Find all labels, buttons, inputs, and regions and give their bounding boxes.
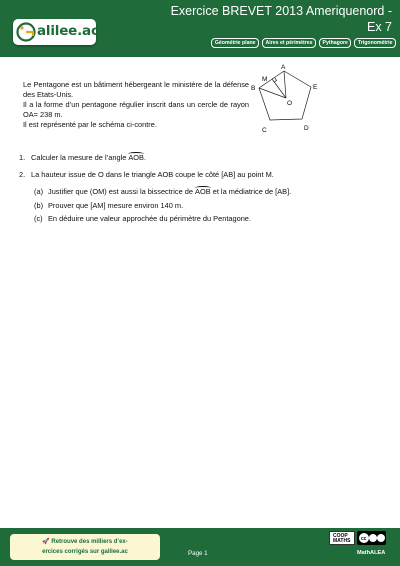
label-m: M <box>262 76 268 83</box>
question-1-number: 1. <box>19 153 26 162</box>
tag-trigonometrie[interactable]: Trigonométrie <box>354 38 396 48</box>
coopmaths-logo[interactable] <box>329 531 355 545</box>
question-2-text: La hauteur issue de O dans le triangle AOB coupe le côté [AB] au point M. <box>31 170 274 179</box>
footer-bar <box>0 528 400 566</box>
header-bar <box>0 0 400 57</box>
exercise-title: Exercice BREVET 2013 Ameriquenord - <box>170 4 392 18</box>
tag-geometrie-plane[interactable]: Géométrie plane <box>211 38 259 48</box>
question-2a-end: et la médiatrice de [AB]. <box>210 187 292 196</box>
label-c: C <box>262 127 267 134</box>
question-2a <box>48 187 291 197</box>
cc-license-badge[interactable] <box>357 531 386 545</box>
question-2c-text: En déduire une valeur approchée du périmètre du Pentagone. <box>48 214 251 223</box>
label-e: E <box>313 84 318 91</box>
tag-aires-perimetres[interactable]: Aires et périmètres <box>262 38 316 48</box>
galilee-logo[interactable] <box>13 19 99 45</box>
question-1-end: . <box>143 153 147 162</box>
logo-text: alilee.ac <box>37 23 99 39</box>
label-d: D <box>304 125 309 132</box>
promo-line-1: 🚀 Retrouve des milliers d’ex- <box>42 539 128 545</box>
angle-aob-2a: AOB <box>195 187 211 196</box>
angle-aob: AOB <box>128 153 144 162</box>
question-1 <box>31 153 146 163</box>
exercise-number: Ex 7 <box>366 20 392 34</box>
label-a: A <box>281 64 286 71</box>
question-2c-number: (c) <box>34 214 43 223</box>
coopmaths-logo-text: COOP MATHS <box>333 533 351 544</box>
question-2b-number: (b) <box>34 201 44 210</box>
mathalea-brand: MathALEA <box>357 550 386 556</box>
question-2a-number: (a) <box>34 187 44 196</box>
question-2a-text: Justifier que (OM) est aussi la bissectrice de <box>48 187 196 196</box>
promo-line-2: ercices corrigés sur galilee.ac <box>42 549 128 555</box>
right-angle-mark <box>274 78 276 82</box>
segment-oa <box>284 71 286 98</box>
creative-commons-icon <box>357 531 386 545</box>
label-o: O <box>287 100 293 107</box>
exercise-intro <box>23 80 249 130</box>
label-b: B <box>251 85 256 92</box>
question-1-text: Calculer la mesure de l’angle <box>31 153 129 162</box>
tag-pythagore[interactable]: Pythagore <box>319 38 351 48</box>
page-number: Page 1 <box>188 550 208 557</box>
galilee-g-icon <box>16 22 36 42</box>
question-2-number: 2. <box>19 170 26 179</box>
topic-tags <box>211 38 396 48</box>
intro-paragraph-1: Le Pentagone est un bâtiment hébergeant le ministère de la défense des Etats-Unis. <box>23 80 249 99</box>
intro-paragraph-3: Il est représenté par le schéma ci-contre. <box>23 120 157 129</box>
question-2b-text: Prouver que [AM] mesure environ 140 m. <box>48 201 184 210</box>
promo-box[interactable] <box>10 534 160 560</box>
svg-text:cc: cc <box>361 536 367 542</box>
intro-paragraph-2: Il a la forme d’un pentagone régulier inscrit dans un cercle de rayon OA= 238 m. <box>23 100 249 119</box>
pentagon-figure <box>245 58 325 140</box>
